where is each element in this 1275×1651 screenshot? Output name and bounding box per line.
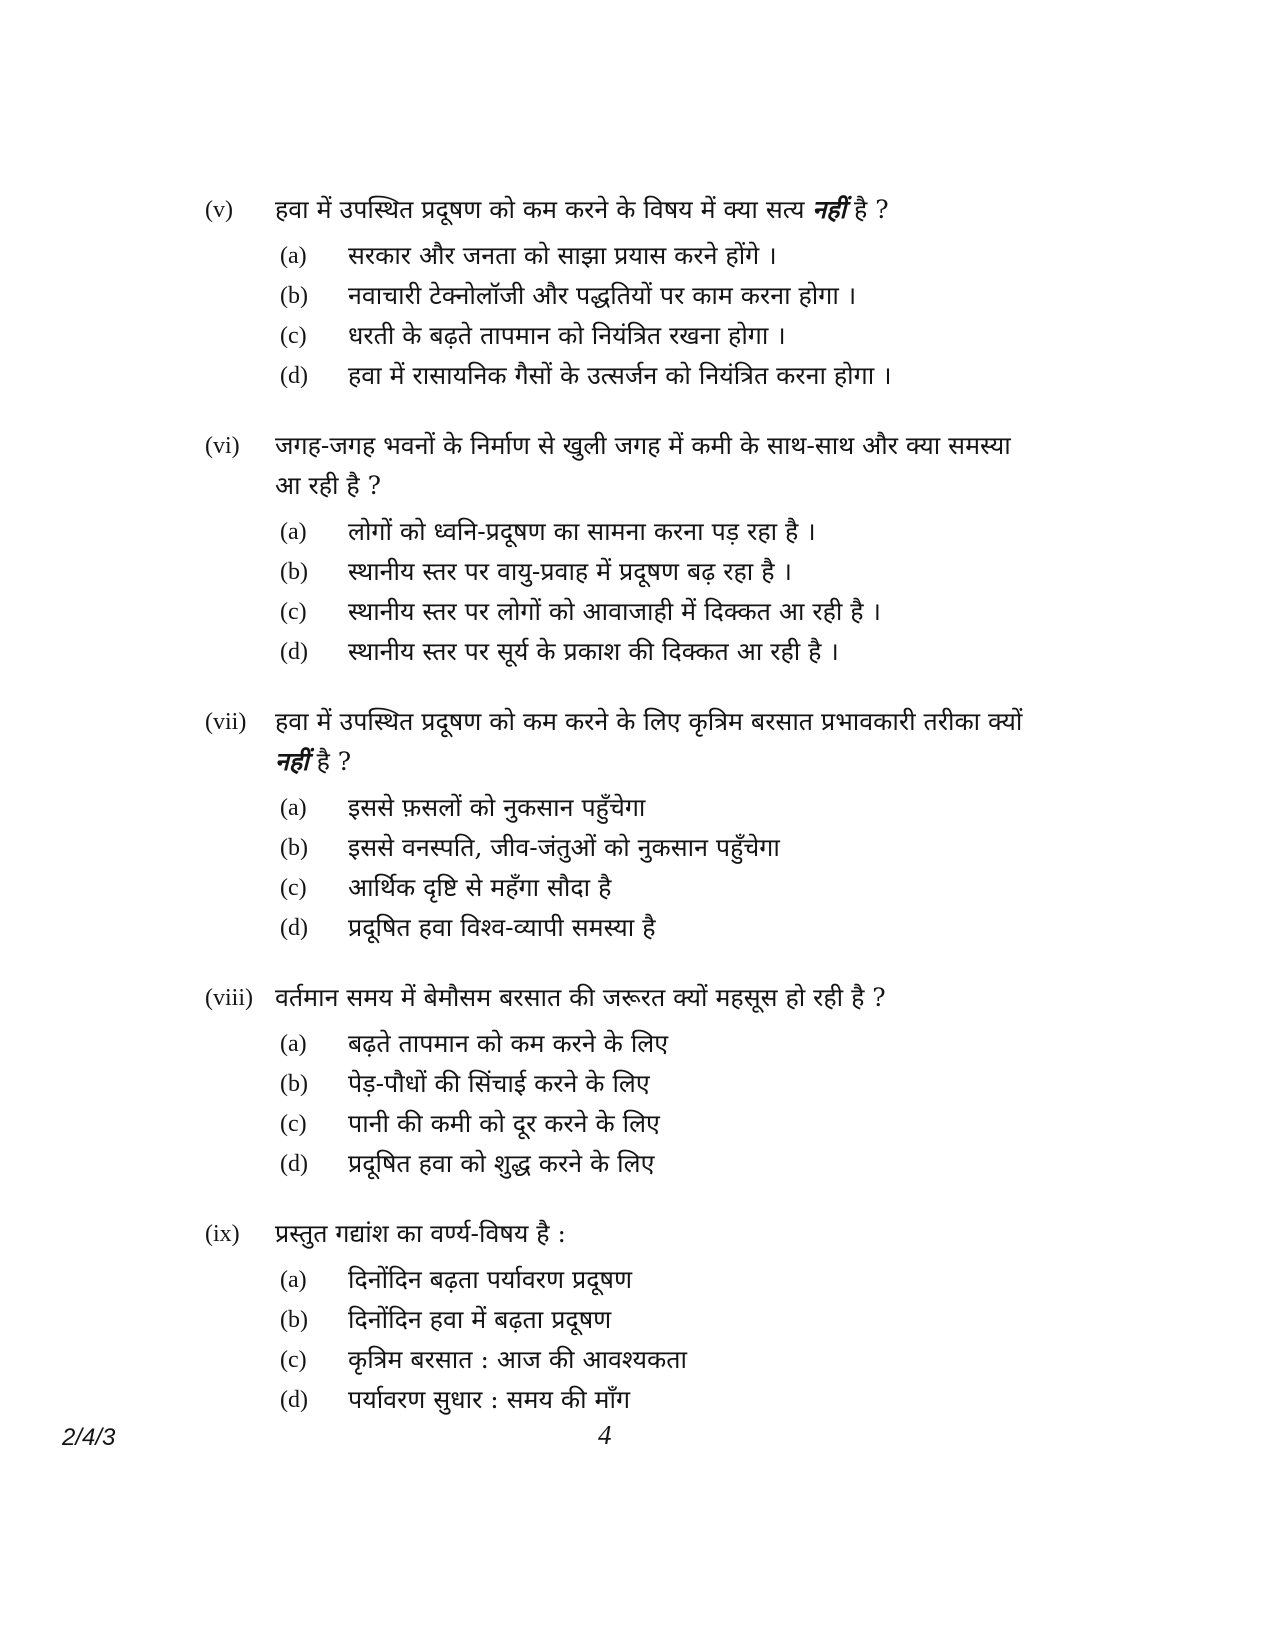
option-letter: (b) [280,1071,308,1097]
option-row [280,908,1085,948]
emphasized-word: नहीं [812,195,847,224]
option-text: पर्यावरण सुधार : समय की माँग [348,1385,631,1414]
option-letter: (d) [280,915,308,941]
option-letter: (b) [280,559,308,585]
option-text: इससे फ़सलों को नुकसान पहुँचेगा [348,793,646,822]
option-text: स्थानीय स्तर पर वायु-प्रवाह में प्रदूषण बढ़ रहा है । [348,557,792,586]
option-text: बढ़ते तापमान को कम करने के लिए [348,1029,669,1058]
option-text: हवा में रासायनिक गैसों के उत्सर्जन को नियंत्रित करना होगा । [348,361,892,390]
question-text-part: आ रही है ? [275,471,382,500]
question-viii-head [205,978,1085,1018]
option-letter: (d) [280,1151,308,1177]
option-row [280,356,1085,396]
option-row [280,1024,1085,1064]
option-text: नवाचारी टेक्नोलॉजी और पद्धतियों पर काम करना होगा । [348,281,857,310]
question-vii-number: (vii) [205,709,247,735]
option-text: सरकार और जनता को साझा प्रयास करने होंगे । [348,241,777,270]
question-ix-head [205,1214,1085,1254]
option-text: पेड़-पौधों की सिंचाई करने के लिए [348,1069,650,1098]
option-letter: (b) [280,283,308,309]
option-letter: (a) [280,795,307,821]
question-line [275,190,1085,230]
option-row [280,828,1085,868]
option-row [280,236,1085,276]
question-text-part: प्रस्तुत गद्यांश का वर्ण्य-विषय है : [275,1219,566,1248]
question-v-text [275,190,1085,230]
option-row [280,1104,1085,1144]
option-row [280,1340,1085,1380]
question-ix-number: (ix) [205,1221,240,1247]
option-row [280,1144,1085,1184]
option-letter: (d) [280,363,308,389]
question-text-part: है ? [308,747,352,776]
option-text: स्थानीय स्तर पर लोगों को आवाजाही में दिक्कत आ रही है । [348,597,881,626]
question-ix-options [280,1260,1085,1420]
option-text: स्थानीय स्तर पर सूर्य के प्रकाश की दिक्कत आ रही है । [348,637,839,666]
question-ix [205,1214,1085,1420]
option-letter: (c) [280,1347,307,1373]
question-text-part: हवा में उपस्थित प्रदूषण को कम करने के लिए कृत्रिम बरसात प्रभावकारी तरीका क्यों [275,707,1023,736]
footer-paper-code: 2/4/3 [62,1424,116,1451]
option-text: कृत्रिम बरसात : आज की आवश्यकता [348,1345,687,1374]
question-text-part: है ? [846,195,889,224]
option-text: धरती के बढ़ते तापमान को नियंत्रित रखना होगा । [348,321,786,350]
option-text: प्रदूषित हवा विश्व-व्यापी समस्या है [348,913,656,942]
question-vi-head [205,426,1085,506]
question-vi-number: (vi) [205,433,240,459]
question-text-part: वर्तमान समय में बेमौसम बरसात की जरूरत क्यों महसूस हो रही है ? [275,983,886,1012]
question-line [275,742,1085,782]
question-vii-text [275,702,1085,782]
question-viii [205,978,1085,1184]
option-row [280,592,1085,632]
option-row [280,512,1085,552]
option-letter: (a) [280,519,307,545]
question-viii-number: (viii) [205,985,253,1011]
footer-page-number: 4 [598,1420,612,1450]
question-v-number: (v) [205,197,233,223]
option-letter: (c) [280,599,307,625]
question-line [275,466,1085,506]
option-text: लोगों को ध्वनि-प्रदूषण का सामना करना पड़ रहा है । [348,517,816,546]
option-text: इससे वनस्पति, जीव-जंतुओं को नुकसान पहुँचेगा [348,833,780,862]
option-text: प्रदूषित हवा को शुद्ध करने के लिए [348,1149,655,1178]
question-ix-text [275,1214,1085,1254]
question-vi-text [275,426,1085,506]
questions-section [205,190,1085,1450]
option-row [280,788,1085,828]
question-viii-text [275,978,1085,1018]
option-letter: (b) [280,1307,308,1333]
option-text: आर्थिक दृष्टि से महँगा सौदा है [348,873,612,902]
question-vii-head [205,702,1085,782]
question-vii [205,702,1085,948]
option-letter: (c) [280,1111,307,1137]
emphasized-word: नहीं [275,747,309,776]
question-line [275,978,1085,1018]
question-v [205,190,1085,396]
option-letter: (a) [280,1031,307,1057]
option-letter: (d) [280,1387,308,1413]
option-row [280,868,1085,908]
question-vii-options [280,788,1085,948]
option-letter: (c) [280,323,307,349]
question-vi-options [280,512,1085,672]
question-line [275,702,1085,742]
question-text-part: हवा में उपस्थित प्रदूषण को कम करने के विषय में क्या सत्य [275,195,813,224]
option-row [280,632,1085,672]
option-letter: (c) [280,875,307,901]
question-line [275,1214,1085,1254]
option-text: पानी की कमी को दूर करने के लिए [348,1109,660,1138]
question-text-part: जगह-जगह भवनों के निर्माण से खुली जगह में कमी के साथ-साथ और क्या समस्या [275,431,1011,460]
option-row [280,1300,1085,1340]
option-row [280,1380,1085,1420]
option-letter: (d) [280,639,308,665]
option-row [280,276,1085,316]
question-line [275,426,1085,466]
option-row [280,316,1085,356]
option-row [280,1064,1085,1104]
option-row [280,1260,1085,1300]
question-viii-options [280,1024,1085,1184]
question-v-options [280,236,1085,396]
option-text: दिनोंदिन हवा में बढ़ता प्रदूषण [348,1305,612,1334]
option-row [280,552,1085,592]
option-letter: (a) [280,243,307,269]
question-vi [205,426,1085,672]
question-v-head [205,190,1085,230]
option-text: दिनोंदिन बढ़ता पर्यावरण प्रदूषण [348,1265,633,1294]
option-letter: (b) [280,835,308,861]
option-letter: (a) [280,1267,307,1293]
